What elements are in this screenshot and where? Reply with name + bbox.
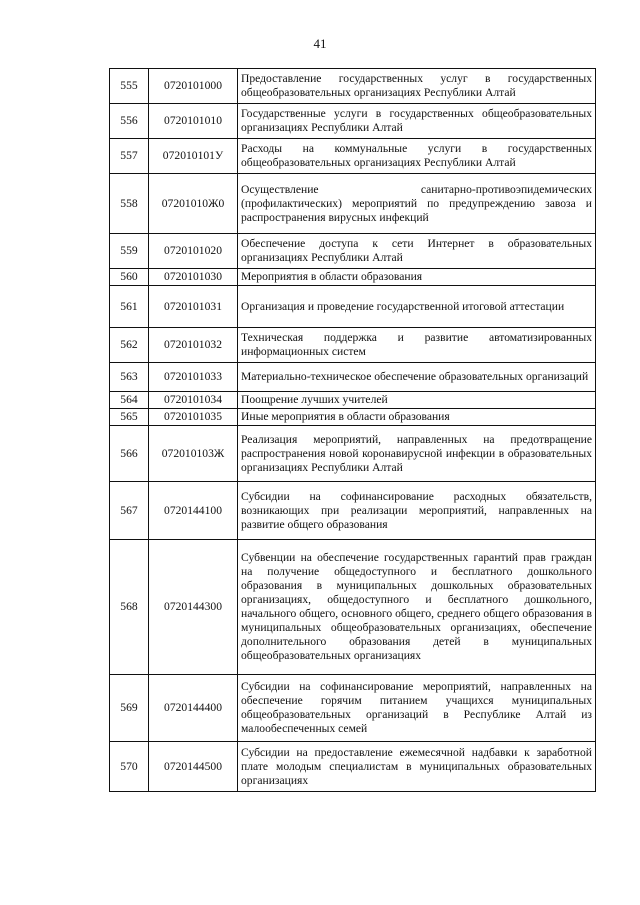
row-name: Субсидии на предоставление ежемесячной надбавки к заработной плате молодым специалистам в муниципальных образовательных организациях (238, 742, 596, 792)
row-name: Иные мероприятия в области образования (238, 409, 596, 426)
table-row (110, 363, 596, 392)
row-number: 562 (110, 328, 149, 363)
row-number: 560 (110, 269, 149, 286)
row-code: 0720144100 (149, 482, 238, 540)
row-number: 568 (110, 540, 149, 675)
row-name: Техническая поддержка и развитие автоматизированных информационных систем (238, 328, 596, 363)
row-name: Реализация мероприятий, направленных на предотвращение распространения новой коронавирусной инфекции в образовательных организациях Республики Алтай (238, 426, 596, 482)
table-row (110, 234, 596, 269)
row-number: 564 (110, 392, 149, 409)
row-name: Субсидии на софинансирование мероприятий, направленных на обеспечение горячим питанием учащихся муниципальных общеобразовательных организаций в Республике Алтай из малообеспеченных семей (238, 675, 596, 742)
row-number: 556 (110, 104, 149, 139)
row-code: 0720101030 (149, 269, 238, 286)
row-code: 0720144400 (149, 675, 238, 742)
row-number: 561 (110, 286, 149, 328)
table-row (110, 328, 596, 363)
row-code: 0720101020 (149, 234, 238, 269)
row-code: 0720144300 (149, 540, 238, 675)
row-code: 0720101031 (149, 286, 238, 328)
row-number: 570 (110, 742, 149, 792)
row-number: 563 (110, 363, 149, 392)
budget-classification-table (109, 68, 596, 792)
row-code: 0720144500 (149, 742, 238, 792)
row-name: Поощрение лучших учителей (238, 392, 596, 409)
row-number: 558 (110, 174, 149, 234)
row-name: Субвенции на обеспечение государственных гарантий прав граждан на получение общедоступного и бесплатного дошкольного образования в муниципальных дошкольных образовательных организациях, общедоступного и бесплатного дошкольного, начального общего, основного общего, среднего общего образования в муниципальных общеобразовательных организациях, обеспечение дополнительного образования детей в муниципальных общеобразовательных организациях (238, 540, 596, 675)
row-code: 072010103Ж (149, 426, 238, 482)
row-code: 072010101У (149, 139, 238, 174)
row-code: 0720101034 (149, 392, 238, 409)
table-row (110, 409, 596, 426)
row-name: Организация и проведение государственной итоговой аттестации (238, 286, 596, 328)
table-row (110, 269, 596, 286)
table-row (110, 426, 596, 482)
table-row (110, 286, 596, 328)
row-number: 557 (110, 139, 149, 174)
table-row (110, 540, 596, 675)
row-code: 0720101033 (149, 363, 238, 392)
row-number: 567 (110, 482, 149, 540)
row-number: 555 (110, 69, 149, 104)
table-row (110, 675, 596, 742)
row-number: 565 (110, 409, 149, 426)
row-name: Осуществление санитарно-противоэпидемических (профилактических) мероприятий по предупреждению завоза и распространения вирусных инфекций (238, 174, 596, 234)
row-name: Обеспечение доступа к сети Интернет в образовательных организациях Республики Алтай (238, 234, 596, 269)
table-row (110, 742, 596, 792)
table-row (110, 104, 596, 139)
page-number: 41 (313, 36, 327, 51)
table-row (110, 69, 596, 104)
table-row (110, 174, 596, 234)
table-row (110, 482, 596, 540)
row-name: Государственные услуги в государственных общеобразовательных организациях Республики Алтай (238, 104, 596, 139)
row-name: Субсидии на софинансирование расходных обязательств, возникающих при реализации мероприятий, направленных на развитие общего образования (238, 482, 596, 540)
row-number: 559 (110, 234, 149, 269)
row-code: 0720101010 (149, 104, 238, 139)
table-row (110, 139, 596, 174)
row-name: Предоставление государственных услуг в государственных общеобразовательных организациях Республики Алтай (238, 69, 596, 104)
row-code: 0720101035 (149, 409, 238, 426)
row-name: Расходы на коммунальные услуги в государственных общеобразовательных организациях Республики Алтай (238, 139, 596, 174)
row-name: Мероприятия в области образования (238, 269, 596, 286)
row-code: 0720101032 (149, 328, 238, 363)
row-number: 566 (110, 426, 149, 482)
row-code: 0720101000 (149, 69, 238, 104)
row-name: Материально-техническое обеспечение образовательных организаций (238, 363, 596, 392)
row-number: 569 (110, 675, 149, 742)
row-code: 07201010Ж0 (149, 174, 238, 234)
table-row (110, 392, 596, 409)
